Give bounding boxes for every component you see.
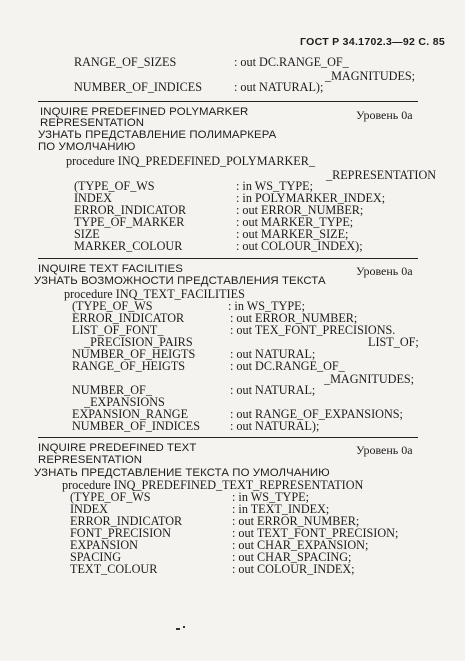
- section-title: REPRESENTATION: [38, 454, 143, 466]
- param-type: : out COLOUR_INDEX);: [236, 239, 363, 253]
- procedure-line: procedure INQ_PREDEFINED_TEXT_REPRESENTATION: [62, 478, 364, 492]
- section-title: INQUIRE TEXT FACILITIES: [38, 263, 183, 275]
- param-name: TYPE_OF_MARKER: [74, 215, 185, 229]
- param-name: NUMBER_OF_HEIGTS: [72, 347, 196, 361]
- param-name: RANGE_OF_SIZES: [74, 55, 177, 69]
- section-divider: [38, 437, 418, 438]
- param-name: NUMBER_OF_INDICES: [72, 419, 200, 433]
- param-type: : in WS_TYPE;: [232, 490, 309, 504]
- section-title: REPRESENTATION: [40, 117, 145, 129]
- param-type: : in POLYMARKER_INDEX;: [236, 191, 386, 205]
- param-name: SIZE: [74, 227, 100, 241]
- param-type: LIST_OF;: [368, 335, 419, 349]
- param-type: : out NATURAL);: [234, 80, 324, 94]
- section-divider: [38, 258, 418, 259]
- param-name: NUMBER_OF_: [72, 383, 152, 397]
- param-name: (TYPE_OF_WS: [72, 299, 153, 313]
- param-type: : out MARKER_SIZE;: [236, 227, 349, 241]
- param-type: _MAGNITUDES;: [324, 372, 415, 386]
- section-title: INQUIRE PREDEFINED POLYMARKER: [40, 106, 249, 118]
- param-name: (TYPE_OF_WS: [70, 490, 151, 504]
- param-type: : in TEXT_INDEX;: [232, 502, 330, 516]
- page-header: ГОСТ Р 34.1702.3—92 С. 85: [300, 36, 445, 48]
- param-name: _PRECISION_PAIRS: [84, 335, 193, 349]
- param-name: ERROR_INDICATOR: [72, 311, 185, 325]
- param-name: MARKER_COLOUR: [74, 239, 183, 253]
- param-name: _EXPANSIONS: [84, 395, 165, 409]
- param-type: : in WS_TYPE;: [236, 179, 313, 193]
- param-type: : out NATURAL;: [230, 383, 316, 397]
- level-label: Уровень 0а: [356, 108, 413, 122]
- procedure-line: procedure INQ_TEXT_FACILITIES: [64, 287, 245, 301]
- section-title: INQUIRE PREDEFINED TEXT: [38, 442, 197, 454]
- param-type: : out ERROR_NUMBER;: [232, 514, 360, 528]
- param-type: : out CHAR_SPACING;: [232, 550, 352, 564]
- param-type: : out TEX_FONT_PRECISIONS.: [230, 323, 396, 337]
- procedure-line: procedure INQ_PREDEFINED_POLYMARKER_: [66, 154, 315, 168]
- section-title-ru: УЗНАТЬ ПРЕДСТАВЛЕНИЕ ТЕКСТА ПО УМОЛЧАНИЮ: [34, 467, 330, 479]
- param-name: SPACING: [70, 550, 122, 564]
- param-name: LIST_OF_FONT_: [72, 323, 164, 337]
- param-type: : out CHAR_EXPANSION;: [232, 538, 369, 552]
- scan-speck: [183, 626, 185, 628]
- param-type: : out MARKER_TYPE;: [236, 215, 354, 229]
- param-name: RANGE_OF_HEIGTS: [72, 359, 186, 373]
- param-name: ERROR_INDICATOR: [70, 514, 183, 528]
- param-type: : out ERROR_NUMBER;: [236, 203, 364, 217]
- param-type: : out COLOUR_INDEX;: [232, 562, 355, 576]
- param-type: : out NATURAL);: [230, 419, 320, 433]
- param-name: INDEX: [70, 502, 108, 516]
- param-name: ERROR_INDICATOR: [74, 203, 187, 217]
- param-type: _MAGNITUDES;: [325, 69, 416, 83]
- level-label: Уровень 0а: [356, 443, 413, 457]
- level-label: Уровень 0а: [356, 264, 413, 278]
- param-type: : out DC.RANGE_OF_: [230, 359, 345, 373]
- param-type: : out ERROR_NUMBER;: [230, 311, 358, 325]
- param-name: TEXT_COLOUR: [70, 562, 158, 576]
- param-type: : out NATURAL;: [230, 347, 316, 361]
- scan-speck: [176, 628, 180, 630]
- param-name: INDEX: [74, 191, 112, 205]
- param-name: NUMBER_OF_INDICES: [74, 80, 202, 94]
- param-type: : in WS_TYPE;: [228, 299, 305, 313]
- section-title-ru: УЗНАТЬ ВОЗМОЖНОСТИ ПРЕДСТАВЛЕНИЯ ТЕКСТА: [34, 275, 326, 287]
- section-title-ru: УЗНАТЬ ПРЕДСТАВЛЕНИЕ ПОЛИМАРКЕРА: [38, 129, 277, 141]
- param-name: EXPANSION_RANGE: [72, 407, 189, 421]
- param-type: : out RANGE_OF_EXPANSIONS;: [230, 407, 403, 421]
- param-name: EXPANSION: [70, 538, 138, 552]
- param-name: FONT_PRECISION: [70, 526, 171, 540]
- param-type: : out DC.RANGE_OF_: [234, 55, 349, 69]
- section-divider: [38, 101, 418, 102]
- procedure-line: _REPRESENTATION: [326, 168, 437, 182]
- param-type: : out TEXT_FONT_PRECISION;: [232, 526, 399, 540]
- param-name: (TYPE_OF_WS: [74, 179, 155, 193]
- section-title-ru: ПО УМОЛЧАНИЮ: [38, 141, 136, 153]
